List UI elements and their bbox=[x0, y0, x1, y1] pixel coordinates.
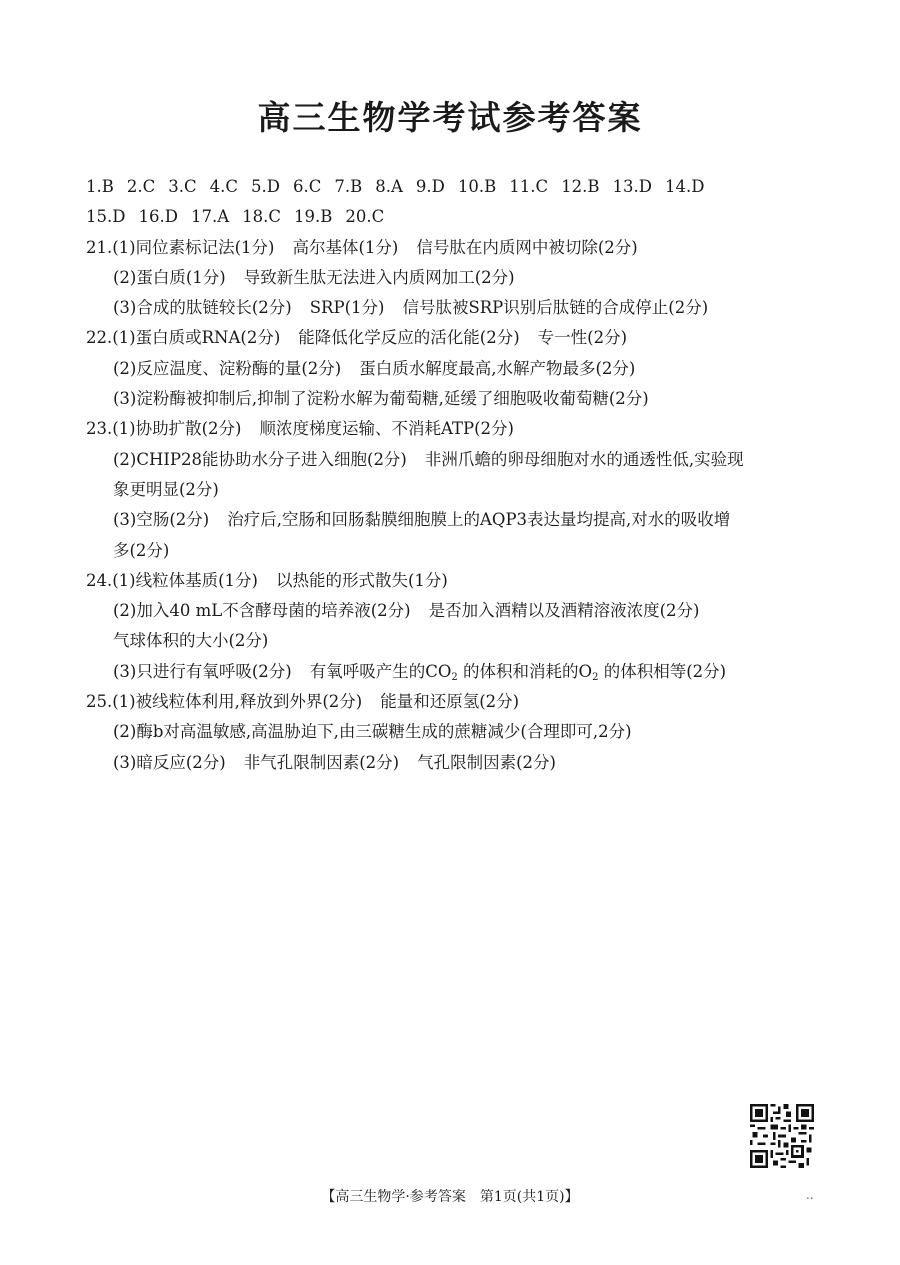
answer-fragment: (2)蛋白质(1分) bbox=[113, 267, 226, 287]
q25-line-1 bbox=[86, 687, 826, 717]
subscript: 2 bbox=[592, 671, 599, 683]
answer-fragment: 25.(1)被线粒体利用,释放到外界(2分) bbox=[86, 692, 363, 712]
mc-answer: 8.A bbox=[375, 177, 403, 196]
mc-answer: 4.C bbox=[209, 177, 238, 196]
answer-content bbox=[86, 172, 826, 778]
mc-answers-row-2 bbox=[86, 202, 826, 232]
answer-fragment: 23.(1)协助扩散(2分) bbox=[86, 419, 242, 439]
answer-fragment: (3)暗反应(2分) bbox=[113, 752, 226, 772]
answer-fragment: (3)合成的肽链较长(2分) bbox=[113, 298, 292, 318]
answer-fragment: 以热能的形式散失(1分) bbox=[276, 570, 448, 590]
mc-answer: 1.B bbox=[86, 177, 114, 196]
mc-answer: 12.B bbox=[561, 177, 600, 196]
answer-fragment: (2)加入40 mL不含酵母菌的培养液(2分) bbox=[113, 601, 411, 621]
answer-fragment: 是否加入酒精以及酒精溶液浓度(2分) bbox=[428, 601, 700, 621]
mc-answer: 19.B bbox=[294, 207, 333, 227]
corner-mark: .. bbox=[806, 1188, 814, 1202]
mc-answer: 2.C bbox=[126, 177, 156, 196]
answer-fragment: 顺浓度梯度运输、不消耗ATP(2分) bbox=[259, 419, 514, 439]
q23-line-3-cont bbox=[86, 536, 826, 566]
mc-answers-row-1 bbox=[86, 172, 826, 202]
mc-answer: 20.C bbox=[345, 207, 385, 227]
page-footer: 【高三生物学·参考答案 第1页(共1页)】 bbox=[321, 1189, 579, 1205]
answer-fragment: 气球体积的大小(2分) bbox=[113, 631, 269, 651]
mc-answer: 13.D bbox=[612, 177, 652, 196]
answer-fragment: 非洲爪蟾的卵母细胞对水的通透性低,实验现 bbox=[424, 449, 744, 469]
q23-line-1 bbox=[86, 414, 826, 444]
answer-fragment: 能降低化学反应的活化能(2分) bbox=[298, 328, 520, 348]
mc-answer: 15.D bbox=[86, 207, 126, 227]
answer-fragment: (3)淀粉酶被抑制后,抑制了淀粉水解为葡萄糖,延缓了细胞吸收葡萄糖(2分) bbox=[113, 389, 649, 409]
subscript: 2 bbox=[451, 671, 458, 683]
mc-answer: 9.D bbox=[415, 177, 445, 196]
answer-fragment: 信号肽被SRP识别后肽链的合成停止(2分) bbox=[402, 298, 709, 318]
q24-line-2 bbox=[86, 596, 826, 626]
q22-line-2 bbox=[86, 354, 826, 384]
mc-answer: 6.C bbox=[292, 177, 322, 196]
text-part: 有氧呼吸产生的CO bbox=[309, 661, 452, 681]
answer-fragment: 导致新生肽无法进入内质网加工(2分) bbox=[243, 267, 515, 287]
text-part: 的体积相等(2分) bbox=[603, 661, 727, 681]
q22-line-3 bbox=[86, 384, 826, 414]
text-part: 的体积和消耗的O bbox=[463, 661, 593, 681]
q24-line-3 bbox=[86, 657, 826, 687]
answer-fragment: 专一性(2分) bbox=[537, 328, 628, 348]
q23-line-2 bbox=[86, 445, 826, 475]
mc-answer: 11.C bbox=[509, 177, 549, 196]
answer-fragment: (2)反应温度、淀粉酶的量(2分) bbox=[113, 358, 342, 378]
mc-answer: 18.C bbox=[242, 207, 281, 227]
answer-fragment: (3)空肠(2分) bbox=[113, 510, 210, 530]
answer-fragment: 能量和还原氢(2分) bbox=[380, 692, 520, 712]
answer-fragment: 非气孔限制因素(2分) bbox=[243, 752, 400, 772]
answer-fragment: 24.(1)线粒体基质(1分) bbox=[86, 570, 258, 590]
q24-line-1 bbox=[86, 566, 826, 596]
q22-line-1 bbox=[86, 323, 826, 353]
answer-fragment: SRP(1分) bbox=[309, 298, 385, 318]
mc-answer: 5.D bbox=[251, 177, 280, 196]
q23-line-2-cont bbox=[86, 475, 826, 505]
answer-fragment: 21.(1)同位素标记法(1分) bbox=[86, 237, 275, 257]
answer-fragment: 蛋白质水解度最高,水解产物最多(2分) bbox=[359, 358, 636, 378]
answer-fragment: 高尔基体(1分) bbox=[292, 237, 399, 257]
answer-fragment: (2)酶b对高温敏感,高温胁迫下,由三碳糖生成的蔗糖减少(合理即可,2分) bbox=[113, 722, 632, 742]
q21-line-2 bbox=[86, 263, 826, 293]
answer-fragment bbox=[310, 662, 726, 681]
q24-line-2-cont bbox=[86, 626, 826, 656]
q21-line-1 bbox=[86, 233, 826, 263]
answer-fragment: 22.(1)蛋白质或RNA(2分) bbox=[86, 328, 281, 348]
q25-line-2 bbox=[86, 717, 826, 747]
mc-answer: 14.D bbox=[665, 177, 705, 196]
mc-answer: 7.B bbox=[334, 177, 363, 196]
answer-fragment: 多(2分) bbox=[113, 540, 170, 560]
mc-answer: 16.D bbox=[138, 207, 178, 227]
q21-line-3 bbox=[86, 293, 826, 323]
mc-answer: 10.B bbox=[457, 177, 497, 196]
mc-answer: 17.A bbox=[190, 207, 230, 227]
answer-fragment: (3)只进行有氧呼吸(2分) bbox=[113, 661, 292, 681]
answer-fragment: (2)CHIP28能协助水分子进入细胞(2分) bbox=[113, 449, 407, 469]
answer-fragment: 治疗后,空肠和回肠黏膜细胞膜上的AQP3表达量均提高,对水的吸收增 bbox=[227, 510, 731, 530]
page-title: 高三生物学考试参考答案 bbox=[257, 98, 643, 137]
answer-fragment: 气孔限制因素(2分) bbox=[417, 752, 556, 772]
mc-answer: 3.C bbox=[168, 177, 197, 196]
q23-line-3 bbox=[86, 505, 826, 535]
answer-fragment: 信号肽在内质网中被切除(2分) bbox=[416, 237, 638, 257]
qr-code-icon bbox=[750, 1104, 814, 1168]
q25-line-3 bbox=[86, 748, 826, 778]
answer-fragment: 象更明显(2分) bbox=[113, 479, 219, 499]
